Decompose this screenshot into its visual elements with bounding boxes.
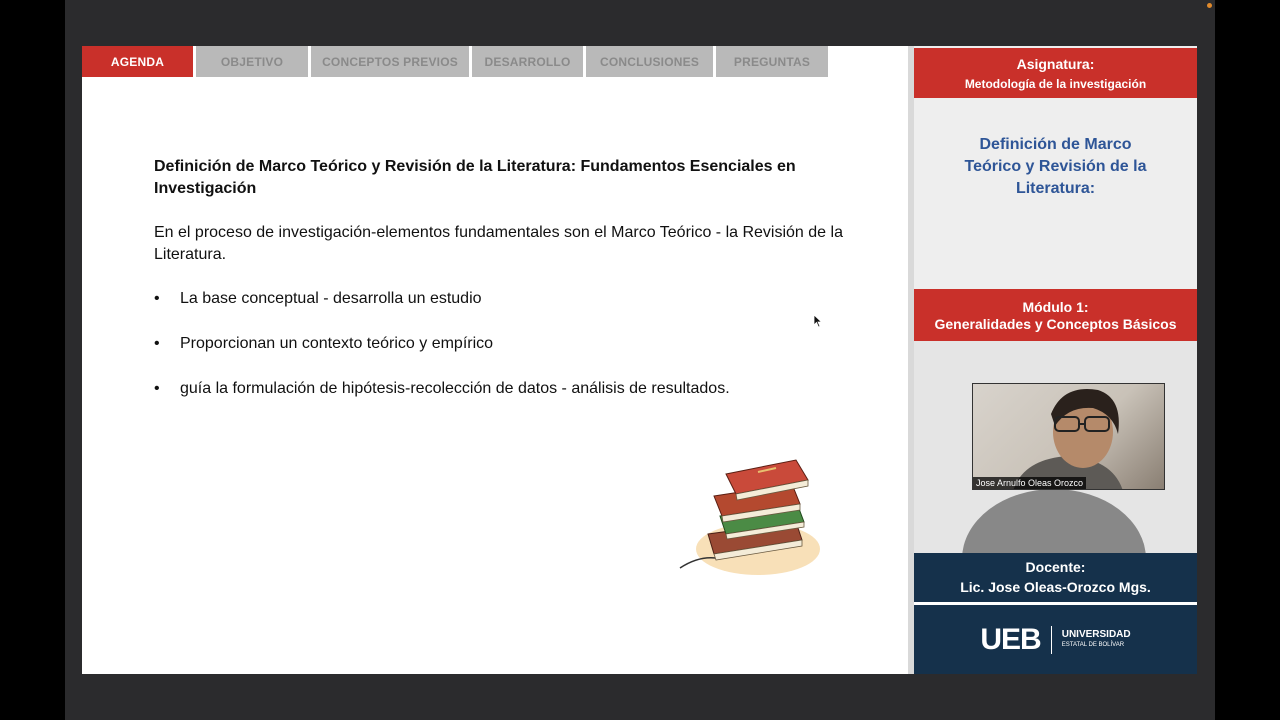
university-logo	[914, 605, 1197, 674]
subject-name: Metodología de la investigación	[964, 77, 1147, 91]
bullet-text: La base conceptual - desarrolla un estudio	[180, 290, 482, 307]
teacher-label: Docente:	[1025, 559, 1086, 575]
bullet-icon: •	[154, 380, 160, 397]
bullet-text: guía la formulación de hipótesis-recolección de datos - análisis de resultados.	[180, 380, 730, 397]
module-name: Generalidades y Conceptos Básicos	[934, 316, 1177, 332]
subject-box	[914, 48, 1197, 98]
person-icon	[973, 384, 1165, 490]
slide-heading: Definición de Marco Teórico y Revisión de la Literatura: Fundamentos Esenciales en Investigación	[154, 158, 796, 197]
mouse-cursor-icon	[813, 314, 823, 328]
list-item	[154, 288, 854, 310]
university-line1: UNIVERSIDAD	[1061, 628, 1131, 640]
subject-label: Asignatura:	[1016, 56, 1095, 72]
bullet-icon: •	[154, 290, 160, 307]
university-name	[1062, 629, 1131, 651]
agenda-tabs	[82, 46, 831, 78]
ueb-logo-text: UEB	[980, 622, 1041, 656]
slide-intro: En el proceso de investigación-elementos fundamentales son el Marco Teórico - la Revisión de la Literatura.	[154, 224, 843, 263]
info-panel	[914, 46, 1197, 674]
module-box	[914, 289, 1197, 341]
participant-name: Jose Arnulfo Oleas Orozco	[973, 477, 1086, 489]
tab-desarrollo[interactable]: DESARROLLO	[472, 46, 583, 77]
books-illustration-icon	[678, 454, 823, 579]
topic-title: Definición de Marco Teórico y Revisión de la Literatura:	[964, 136, 1147, 197]
tab-preguntas[interactable]: PREGUNTAS	[716, 46, 828, 77]
tab-agenda[interactable]: AGENDA	[82, 46, 193, 77]
module-label: Módulo 1:	[1022, 299, 1089, 315]
tab-conclusiones[interactable]: CONCLUSIONES	[586, 46, 713, 77]
logo-separator	[1051, 626, 1052, 654]
tab-objetivo[interactable]: OBJETIVO	[196, 46, 308, 77]
bullet-list	[154, 288, 854, 400]
teacher-name: Lic. Jose Oleas-Orozco Mgs.	[960, 579, 1151, 595]
university-line2: ESTATAL DE BOLÍVAR	[1061, 641, 1125, 648]
recording-indicator	[1207, 3, 1212, 8]
tab-conceptos-previos[interactable]: CONCEPTOS PREVIOS	[311, 46, 469, 77]
slide	[82, 46, 1197, 674]
bullet-icon: •	[154, 335, 160, 352]
presenter-area	[914, 341, 1197, 553]
video-thumbnail[interactable]	[972, 383, 1165, 490]
teacher-box	[914, 553, 1197, 602]
list-item	[154, 378, 854, 400]
slide-content	[154, 156, 854, 423]
bullet-text: Proporcionan un contexto teórico y empírico	[180, 335, 494, 352]
list-item	[154, 333, 854, 355]
